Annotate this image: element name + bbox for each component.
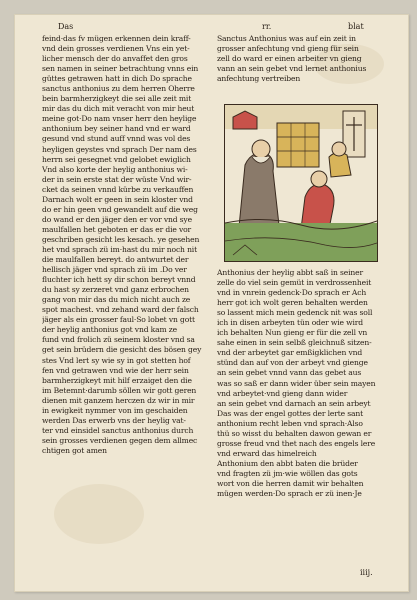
text-line: do er hin geen vnd gewandelt auf die weg — [42, 204, 198, 214]
text-line: wort von die herren damit wir behalten — [217, 478, 364, 488]
signature-mark — [360, 568, 373, 577]
text-line: zell do ward er einen arbeiter vn gieng — [217, 54, 362, 64]
text-line: Anthonium den abbt baten die brüder — [217, 458, 358, 468]
text-line: herrn sei gesegnet vnd gelobet ewiglich — [42, 154, 191, 164]
text-line: cket da seinen vnnd kürbe zu verkauffen — [42, 184, 194, 194]
text-line: du hast sy zerzeret vnd ganz erbrochen — [42, 285, 189, 295]
text-line: was so saß er dann wider über sein mayen — [217, 378, 376, 388]
text-line: sen namen in seiner betrachtung vnns ein — [42, 64, 199, 74]
text-line: ter vnd einsidel sanctus anthonius durch — [42, 425, 194, 435]
text-line: im Betemnt·darumb söllen wir gott geren — [42, 385, 197, 395]
text-line: vnd erward das himelreich — [217, 448, 317, 458]
text-line: grosser anfechtung vnd gieng für sein — [217, 44, 359, 54]
text-line: vnd fragten zü jm·wie wöllen das gots — [217, 468, 358, 478]
text-line: licher mensch der do anvaffet den gros — [42, 54, 188, 64]
text-line: mir das du dich mit veracht von mir heut — [42, 104, 195, 114]
running-head-left — [58, 22, 73, 31]
text-line: der in sein erste stat der wüste Vnd wir- — [42, 174, 192, 184]
right-column-bottom-text — [217, 268, 385, 499]
text-line: anthonium recht leben vnd sprach·Also — [217, 418, 363, 428]
text-line: werden Das erwerb vns der heylig vat- — [42, 415, 186, 425]
text-line: Vnd also korte der heylig anthonius wi- — [42, 164, 188, 174]
text-line: vnd arbeytet·vnd gieng dann wider — [217, 388, 348, 398]
running-head-right-text: blat — [348, 22, 364, 31]
text-line: thü so wisst du behalten dawon gewan er — [217, 428, 372, 438]
text-line: Darnach wolt er geen in sein kloster vnd — [42, 194, 193, 204]
text-line: feind·das fv mügen erkennen dein kraff- — [42, 34, 191, 43]
text-line: stes Vnd lert sy wie sy in got stetten hof — [42, 355, 191, 365]
text-line: do wand er den jäger den er vor vnd sye — [42, 214, 192, 224]
running-head-right — [348, 22, 364, 31]
text-line: mügen werden·Do sprach er zü inen·Je — [217, 489, 362, 499]
text-line: der heylig anthonius got vnd kam ze — [42, 325, 178, 335]
text-line: die maulfallen bereyt. do antwurtet der — [42, 255, 189, 265]
text-line: chtigen got amen — [42, 445, 107, 455]
text-line: ich in disen arbeyten tün oder wie wird — [217, 318, 363, 328]
paper-stain — [54, 484, 144, 544]
text-line: hellisch jäger vnd sprach zü im .Do ver — [42, 265, 187, 275]
text-line: an sein gebet vnnd vann das gebet aus — [217, 368, 362, 378]
text-line: gesund vnd stund auff vnnd was vol des — [42, 134, 191, 144]
text-line: heyligen geystes vnd sprach Der nam des — [42, 144, 197, 154]
text-line: Das was der engel gottes der lerte sant — [217, 408, 364, 418]
text-line: het vnd sprach zü im·hast du mir noch nit — [42, 244, 197, 254]
text-line: vann an sein gebet vnd lernet anthonius — [217, 64, 367, 74]
text-line: güttes getrawen hatt in dich Do sprache — [42, 74, 192, 84]
text-line: maulfallen het geboten er das er die vor — [42, 224, 191, 234]
text-line: fluchter ich hett sy dir schon bereyt vnnd — [42, 275, 196, 285]
text-line: vnd dein grosses verdienen Vns ein yet- — [42, 44, 190, 54]
text-line: in ewigkeit nymmer von im geschaiden — [42, 405, 188, 415]
text-line: Anthonius der heylig abbt saß in seiner — [217, 268, 363, 277]
text-line: jäger als ein grosser faul·So lobet vn gott — [42, 315, 195, 325]
text-line: barmherzigkeyt mit hilf erzaiget den die — [42, 375, 192, 385]
text-line: gang von mir das du mich nicht auch ze — [42, 295, 191, 305]
left-column-text — [42, 34, 210, 456]
text-line: vnd in vnrein gedenck·Do sprach er Ach — [217, 288, 367, 298]
text-line: sanctus anthonius zu dem herren Oherre — [42, 84, 195, 94]
text-line: anthonium bey seiner hand vnd er ward — [42, 124, 191, 134]
text-line: Sanctus Anthonius was auf ein zeit in — [217, 34, 356, 43]
woodcut-illustration — [224, 104, 378, 262]
text-line: get sein brüdern die gesicht des bösen gey — [42, 345, 202, 355]
running-head-left-text: Das — [58, 22, 74, 31]
text-line: so lassent mich mein gedenck nit was soll — [217, 308, 373, 318]
text-line: geschriben gesicht les kesach. ye gesehen — [42, 234, 200, 244]
text-line: sein grosses verdienen gegen dem allmec — [42, 435, 198, 445]
text-line: bein barmherzigkeyt die sei alle zeit mit — [42, 94, 192, 104]
text-line: vnd der arbeytet gar emßigklichen vnd — [217, 348, 363, 358]
text-line: herr got ich wolt geren behalten werden — [217, 298, 368, 308]
text-line: grosse freud vnd thet nach des engels lere — [217, 438, 376, 448]
text-line: fund vnd frolich zü seinem kloster vnd sa — [42, 335, 195, 345]
text-line: stünd dan auf von der arbeyt vnd gienge — [217, 358, 368, 368]
running-head-center-text: rr. — [262, 22, 272, 31]
text-line: an sein gebet vnd darnach an sein arbeyt — [217, 398, 371, 408]
text-line: zelle do viel sein gemüt in verdrossenheit — [217, 278, 372, 288]
text-line: anfechtung vertreiben — [217, 74, 301, 84]
text-line: meine got·Do nam vnser herr den heylige — [42, 114, 197, 124]
running-head-center — [262, 22, 271, 31]
text-line: spot machest. vnd zehand ward der falsch — [42, 305, 199, 315]
text-line: ich behalten Nun gieng er für die zell vn — [217, 328, 368, 338]
text-line: fen vnd getrawen vnd wie der herr sein — [42, 365, 189, 375]
text-line: sahe einen in sein selbß gleichnuß sitzen- — [217, 338, 372, 348]
signature-text: iiij. — [360, 568, 373, 577]
text-line: dienen mit ganzem herczen dz wir in mir — [42, 395, 195, 405]
right-column-top-text — [217, 34, 385, 84]
